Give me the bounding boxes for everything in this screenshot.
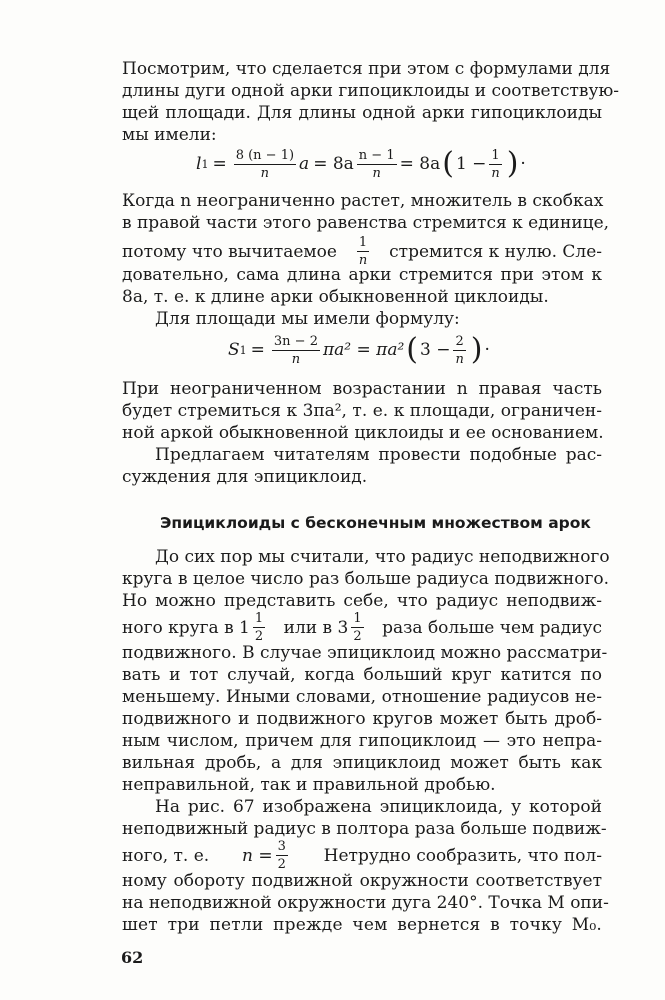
fraction-numerator: 1 [254,611,264,626]
text-segment: или в 3 [283,617,349,638]
text-line: суждения для эпициклоид. [122,467,368,487]
text-line: При неограниченном возрастании n правая часть [122,379,602,399]
fraction-numerator: 1 [353,611,362,626]
fraction-numerator: 2 [455,333,464,349]
open-paren: ( [442,146,454,181]
text-segment: стремится к нулю. Сле- [389,241,602,262]
formula-symbol: S [228,340,240,360]
fraction-denominator: n [491,165,500,181]
formula-term: n = [241,845,273,866]
text-line: 8a, т. е. к длине арки обыкновенной циклоиды. [122,287,549,307]
formula-operator: = [212,154,227,174]
text-segment: ного, т. е. [122,845,210,866]
text-line: в правой части этого равенства стремится к единице, [122,213,610,233]
text-line: вать и тот случай, когда больший круг катится по [122,665,602,685]
text-line: будет стремиться к 3πa², т. е. к площади, ограничен- [122,401,602,421]
formula-operator: = 8a [313,154,354,174]
formula-symbol: a [299,154,310,174]
formula-term: 1 − [455,154,487,174]
text-line: довательно, сама длина арки стремится при этом к [122,265,602,285]
fraction [272,335,320,366]
fraction [489,149,501,180]
formula-symbol: l [196,154,202,174]
formula-operator: = 8a [399,154,441,174]
text-line: меньшему. Иными словами, отношение радиусов не- [122,687,602,707]
open-paren: ( [406,332,419,367]
text-line: шет три петли прежде чем вернется в точку M₀. [122,915,602,935]
fraction [253,612,265,643]
text-line: Предлагаем читателям провести подобные рас- [155,445,602,465]
fraction-denominator: n [291,351,301,367]
fraction-denominator: 2 [277,857,286,872]
text-segment: ного круга в 1 [122,617,250,638]
formula-dot: · [484,340,490,360]
fraction-numerator: 3 [277,839,286,854]
fraction [234,149,296,180]
text-line: круга в целое число раз больше радиуса подвижного. [122,569,609,589]
fraction-numerator: 3n − 2 [273,333,318,349]
text-group [122,612,268,643]
fraction-denominator: n [260,165,270,181]
text-line: мы имели: [122,125,217,145]
area-formula [228,328,490,372]
text-segment: потому что вычитаемое [122,241,337,262]
fraction-denominator: n [372,165,381,181]
page-number: 62 [121,948,144,967]
fraction-denominator: 2 [254,629,264,644]
text-segment: раза больше чем радиус [382,617,602,638]
fraction [276,840,288,871]
formula-term: πa² = πa² [322,340,405,360]
fraction-denominator: n [455,351,464,367]
text-line: ному обороту подвижной окружности соответствует [122,871,602,891]
formula-subscript: 1 [239,343,247,357]
text-group [284,612,367,643]
close-paren: ) [506,146,519,181]
fraction [351,612,363,643]
text-line: На рис. 67 изображена эпициклоида, у которой [155,797,602,817]
text-line: подвижного и подвижного кругов может быть дроб- [122,709,602,729]
formula-subscript: 1 [201,157,209,171]
fraction-numerator: 1 [491,147,500,163]
text-line: подвижного. В случае эпициклоид можно рассматри- [122,643,608,663]
text-line: неправильной, так и правильной дробью. [122,775,496,795]
fraction-numerator: 1 [358,235,368,250]
fraction-numerator: n − 1 [358,147,395,163]
arc-length-formula [196,142,526,186]
text-line: Но можно представить себе, что радиус неподвиж- [122,591,602,611]
text-line: Когда n неограниченно растет, множитель в скобках [122,191,604,211]
close-paren: ) [470,332,483,367]
fraction [453,335,465,366]
text-line: щей площади. Для длины одной арки гипоциклоиды [122,103,602,123]
text-line: вильная дробь, а для эпициклоид может быть как [122,753,602,773]
fraction-denominator: 2 [353,629,362,644]
fraction-denominator: n [358,253,368,268]
formula-term: 3 − [420,340,451,360]
text-line-with-fraction [122,840,602,871]
text-line: неподвижный радиус в полтора раза больше подвиж- [122,819,607,839]
text-line-with-fraction [122,236,602,267]
text-line: ной аркой обыкновенной циклоиды и ее основанием. [122,423,604,443]
section-heading: Эпициклоиды с бесконечным множеством арок [160,514,591,532]
text-line-with-fractions [122,612,602,643]
text-line: длины дуги одной арки гипоциклоиды и соответствую- [122,81,620,101]
fraction-numerator: 8 (n − 1) [235,147,295,163]
text-line: Посмотрим, что сделается при этом с формулами для [122,59,611,79]
fraction [357,149,397,180]
fraction [357,236,369,267]
formula-operator: = [250,340,265,360]
text-segment: Нетрудно сообразить, что пол- [323,845,602,866]
formula-dot: · [520,154,526,174]
text-line: ным числом, причем для гипоциклоид — это непра- [122,731,602,751]
text-line: Для площади мы имели формулу: [155,309,460,329]
text-group [242,840,291,871]
text-line: До сих пор мы считали, что радиус неподвижного [155,547,610,567]
text-line: на неподвижной окружности дуга 240°. Точка M опи- [122,893,609,913]
